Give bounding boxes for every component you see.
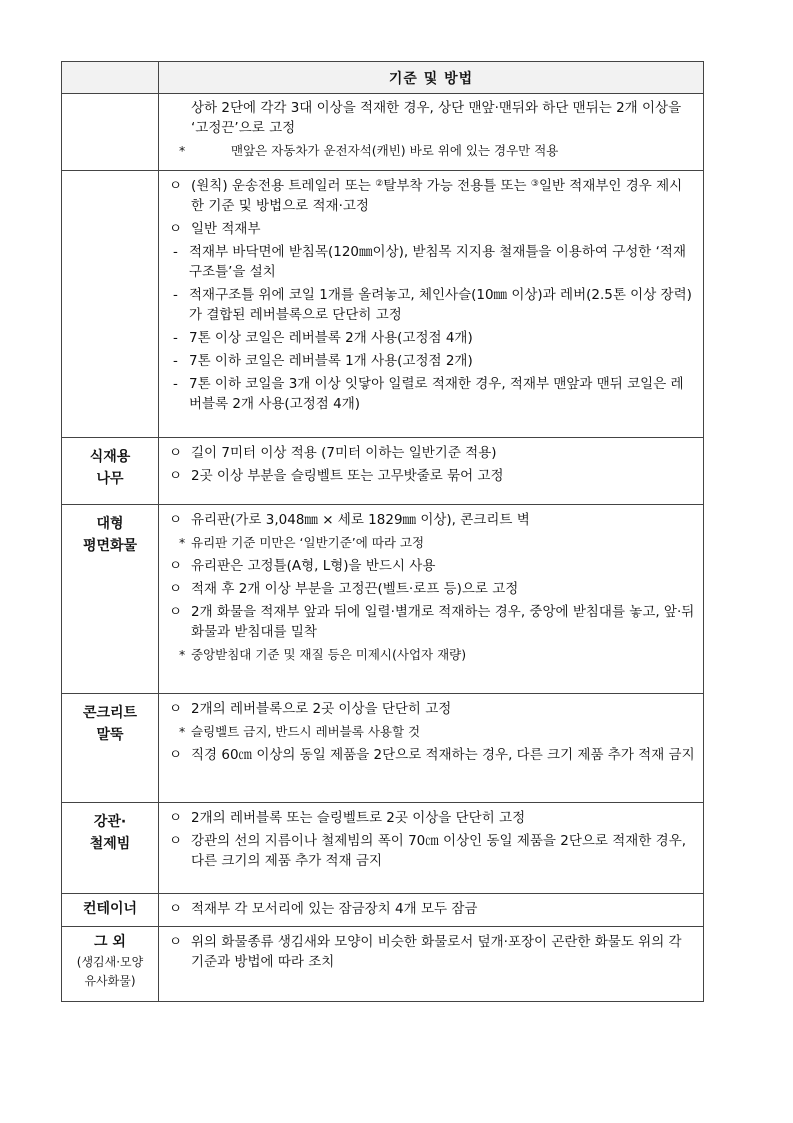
- table-row-flat-cargo: [62, 505, 704, 694]
- item-text: 강관의 선의 지름이나 철제빔의 폭이 70㎝ 이상인 동일 제품을 2단으로 적재한 경우, 다른 크기의 제품 추가 적재 금지: [191, 833, 687, 869]
- row-1-text: 상하 2단에 각각 3대 이상을 적재한 경우, 상단 맨앞·맨뒤와 하단 맨뒤는 2개 이상을 ‘고정끈’으로 고정: [191, 100, 682, 136]
- category-line: 평면화물: [82, 538, 138, 554]
- circle-mark: ㅇ: [169, 581, 183, 597]
- category-subline: (생김새·모양: [76, 955, 144, 969]
- loading-standards-table: [61, 61, 704, 1002]
- dash-mark: -: [173, 353, 178, 369]
- row-2-item-general: [169, 219, 695, 239]
- item-text: 적재부 각 모서리에 있는 잠금장치 4개 모두 잠금: [191, 901, 478, 917]
- item-text: 2개 화물을 적재부 앞과 뒤에 일렬·별개로 적재하는 경우, 중앙에 받침대를 놓고, 앞·뒤 화물과 받침대를 밀착: [191, 604, 695, 640]
- item-text: 길이 7미터 이상 적용 (7미터 이하는 일반기준 적용): [191, 445, 497, 461]
- note-text: 중앙받침대 기준 및 재질 등은 미제시(사업자 재량): [191, 647, 467, 662]
- dash-text: 7톤 이하 코일은 레버블록 1개 사용(고정점 2개): [189, 353, 473, 369]
- list-item: [169, 579, 695, 599]
- category-line: 대형: [96, 516, 124, 532]
- row-2-category-cell: [62, 171, 159, 438]
- list-item: [169, 831, 695, 871]
- category-line: 나무: [96, 471, 124, 487]
- category-line: 식재용: [89, 449, 131, 465]
- circle-mark: ㅇ: [169, 747, 183, 763]
- item-text: 유리판은 고정틀(A형, L형)을 반드시 사용: [191, 558, 436, 574]
- row-2-dash-2: [169, 285, 695, 325]
- note-item: [169, 645, 695, 665]
- table-header-row: [62, 62, 704, 94]
- tree-content: [159, 438, 704, 505]
- category-line: 컨테이너: [82, 901, 138, 917]
- category-steel: [62, 803, 159, 894]
- circle-mark: ㅇ: [169, 833, 183, 849]
- circle-mark: ㅇ: [169, 810, 183, 826]
- category-line: 강관·: [93, 814, 127, 830]
- row-2-dash-3: [169, 328, 695, 348]
- row-1-note: [169, 141, 695, 161]
- concrete-pile-content: [159, 694, 704, 803]
- row-1-note-text: 맨앞은 자동차가 운전자석(캐빈) 바로 위에 있는 경우만 적용: [231, 143, 559, 158]
- category-tree: [62, 438, 159, 505]
- list-item: [169, 899, 695, 919]
- circle-mark: ㅇ: [169, 604, 183, 620]
- item-text: 2개의 레버블록 또는 슬링벨트로 2곳 이상을 단단히 고정: [191, 810, 526, 826]
- circle-mark: ㅇ: [169, 445, 183, 461]
- circle-mark: ㅇ: [169, 468, 183, 484]
- table-row-container: [62, 894, 704, 927]
- dash-mark: -: [173, 376, 178, 392]
- row-1-category-cell: [62, 94, 159, 171]
- row-2-dash-1: [169, 242, 695, 282]
- list-item: [169, 745, 695, 765]
- principle-text-a: (원칙) 운송전용 트레일러 또는: [191, 178, 376, 194]
- category-subline: 유사화물): [84, 974, 136, 988]
- note-mark: *: [179, 724, 186, 739]
- category-container: [62, 894, 159, 927]
- circle-mark: ㅇ: [169, 701, 183, 717]
- table-row-steel: [62, 803, 704, 894]
- list-item: [169, 510, 695, 530]
- category-line: 철제빔: [89, 836, 131, 852]
- item-text: 2개의 레버블록으로 2곳 이상을 단단히 고정: [191, 701, 452, 717]
- dash-text: 7톤 이하 코일을 3개 이상 잇닿아 일렬로 적재한 경우, 적재부 맨앞과 맨뒤 코일은 레버블록 2개 사용(고정점 4개): [189, 376, 684, 412]
- principle-text-c: 일반 적재부인 경우 제시한 기준 및 방법으로 적재·고정: [191, 178, 683, 214]
- circle-mark: ㅇ: [169, 934, 183, 950]
- list-item: [169, 466, 695, 486]
- row-2-content: [159, 171, 704, 438]
- table-row-concrete-pile: [62, 694, 704, 803]
- note-mark: *: [179, 647, 186, 662]
- circle-mark: ㅇ: [169, 512, 183, 528]
- list-item: [169, 443, 695, 463]
- note-text: 슬링벨트 금지, 반드시 레버블록 사용할 것: [191, 724, 421, 739]
- list-item: [169, 808, 695, 828]
- row-2-item-principle: [169, 176, 695, 216]
- general-heading: 일반 적재부: [191, 221, 261, 237]
- header-title: 기준 및 방법: [159, 62, 704, 94]
- item-text: 직경 60㎝ 이상의 동일 제품을 2단으로 적재하는 경우, 다른 크기 제품 추가 적재 금지: [191, 747, 695, 763]
- header-category-cell: [62, 62, 159, 94]
- flat-cargo-content: [159, 505, 704, 694]
- steel-content: [159, 803, 704, 894]
- dash-text: 적재부 바닥면에 받침목(120㎜이상), 받침목 지지용 철재틀을 이용하여 구성한 ‘적재구조틀’을 설치: [189, 244, 686, 280]
- sup-3: ③: [530, 179, 539, 189]
- category-flat-cargo: [62, 505, 159, 694]
- dash-mark: -: [173, 330, 178, 346]
- item-text: 위의 화물종류 생김새와 모양이 비슷한 화물로서 덮개·포장이 곤란한 화물도 위의 각 기준과 방법에 따라 조치: [191, 934, 682, 970]
- sup-2: ②: [375, 179, 384, 189]
- item-text: 적재 후 2개 이상 부분을 고정끈(벨트·로프 등)으로 고정: [191, 581, 519, 597]
- category-line: 그 외: [94, 934, 126, 950]
- table-row-1: [62, 94, 704, 171]
- circle-mark: ㅇ: [169, 558, 183, 574]
- note-item: [169, 722, 695, 742]
- note-mark: *: [179, 143, 186, 158]
- circle-mark: ㅇ: [169, 221, 183, 237]
- item-text: 유리판(가로 3,048㎜ × 세로 1829㎜ 이상), 콘크리트 벽: [191, 512, 530, 528]
- note-text: 유리판 기준 미만은 ‘일반기준’에 따라 고정: [191, 535, 425, 550]
- table-row-other: [62, 927, 704, 1002]
- other-content: [159, 927, 704, 1002]
- note-item: [169, 533, 695, 553]
- row-2-dash-4: [169, 351, 695, 371]
- category-other: [62, 927, 159, 1002]
- list-item: [169, 556, 695, 576]
- item-text: 2곳 이상 부분을 슬링벨트 또는 고무밧줄로 묶어 고정: [191, 468, 504, 484]
- row-1-content: [159, 94, 704, 171]
- principle-text-b: 탈부착 가능 전용틀 또는: [383, 178, 531, 194]
- category-line: 말뚝: [96, 727, 124, 743]
- table-row-tree: [62, 438, 704, 505]
- table-row-2: [62, 171, 704, 438]
- circle-mark: ㅇ: [169, 178, 183, 194]
- dash-text: 7톤 이상 코일은 레버블록 2개 사용(고정점 4개): [189, 330, 473, 346]
- dash-text: 적재구조틀 위에 코일 1개를 올려놓고, 체인사슬(10㎜ 이상)과 레버(2.5톤 이상 장력)가 결합된 레버블록으로 단단히 고정: [189, 287, 692, 323]
- dash-mark: -: [173, 287, 178, 303]
- dash-mark: -: [173, 244, 178, 260]
- circle-mark: ㅇ: [169, 901, 183, 917]
- category-line: 콘크리트: [82, 705, 138, 721]
- category-concrete-pile: [62, 694, 159, 803]
- row-2-dash-5: [169, 374, 695, 414]
- note-mark: *: [179, 535, 186, 550]
- list-item: [169, 699, 695, 719]
- container-content: [159, 894, 704, 927]
- list-item: [169, 932, 695, 972]
- list-item: [169, 602, 695, 642]
